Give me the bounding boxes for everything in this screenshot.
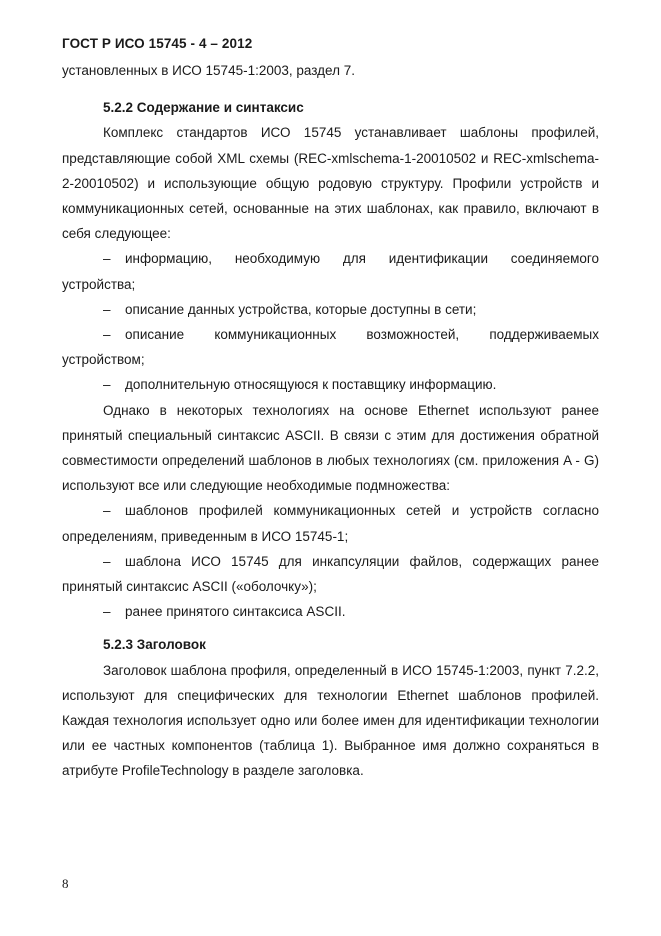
- list-item: [62, 599, 599, 624]
- page-number: 8: [62, 876, 69, 891]
- list-item: [62, 372, 599, 397]
- bullet-dash: –: [103, 553, 111, 569]
- section-heading-5-2-2: 5.2.2 Содержание и синтаксис: [103, 100, 304, 116]
- bullet-dash: –: [103, 301, 111, 317]
- section-5-2-3-paragraph: Заголовок шаблона профиля, определенный в ИСО 15745-1:2003, пункт 7.2.2, используют для специфических для технологии Ethernet шаблонов профилей. Каждая технология использует одно или более имен для идентификации технологии или ее частных компонентов (таблица 1). Выбранное имя должно сохраняться в атрибуте ProfileTechnology в разделе заголовка.: [62, 662, 599, 779]
- list-item-text: информацию, необходимую для идентификации соединяемого устройства;: [62, 251, 599, 292]
- bullet-dash: –: [103, 327, 111, 343]
- list-item: [62, 297, 599, 322]
- list-item-text: шаблонов профилей коммуникационных сетей и устройств согласно определениям, приведенным в ИСО 15745-1;: [62, 503, 599, 544]
- list-item: [62, 322, 599, 372]
- section-5-2-2-paragraph-2: Однако в некоторых технологиях на основе Ethernet используют ранее принятый специальный синтаксис ASCII. В связи с этим для достижения обратной совместимости определений шаблонов в любых технологиях (см. приложения A - G) используют все или следующие необходимые подмножества:: [62, 402, 599, 494]
- document-body: [62, 58, 599, 784]
- bullet-dash: –: [103, 604, 111, 620]
- list-item-text: описание коммуникационных возможностей, поддерживаемых устройством;: [62, 327, 599, 368]
- list-item-text: ранее принятого синтаксиса ASCII.: [125, 604, 346, 620]
- bullet-dash: –: [103, 377, 111, 393]
- list-item: [62, 246, 599, 296]
- list-item: [62, 549, 599, 599]
- list-item-text: дополнительную относящуюся к поставщику информацию.: [125, 377, 497, 393]
- intro-line: установленных в ИСО 15745-1:2003, раздел 7.: [62, 63, 355, 78]
- bullet-dash: –: [103, 503, 111, 519]
- list-item-text: шаблона ИСО 15745 для инкапсуляции файлов, содержащих ранее принятый синтаксис ASCII («оболочку»);: [62, 553, 599, 595]
- document-header-title: ГОСТ Р ИСО 15745 - 4 – 2012: [62, 36, 253, 51]
- section-5-2-2-paragraph-1: Комплекс стандартов ИСО 15745 устанавливает шаблоны профилей, представляющие собой XML схемы (REC-xmlschema-1-20010502 и REC-xmlschema-2-20010502) и использующие общую родовую структуру. Профили устройств и коммуникационных сетей, основанные на этих шаблонах, как правило, включают в себя следующее:: [62, 125, 599, 242]
- list-item: [62, 498, 599, 548]
- bullet-dash: –: [103, 251, 111, 267]
- list-item-text: описание данных устройства, которые доступны в сети;: [125, 301, 477, 317]
- section-heading-5-2-3: 5.2.3 Заголовок: [103, 637, 206, 653]
